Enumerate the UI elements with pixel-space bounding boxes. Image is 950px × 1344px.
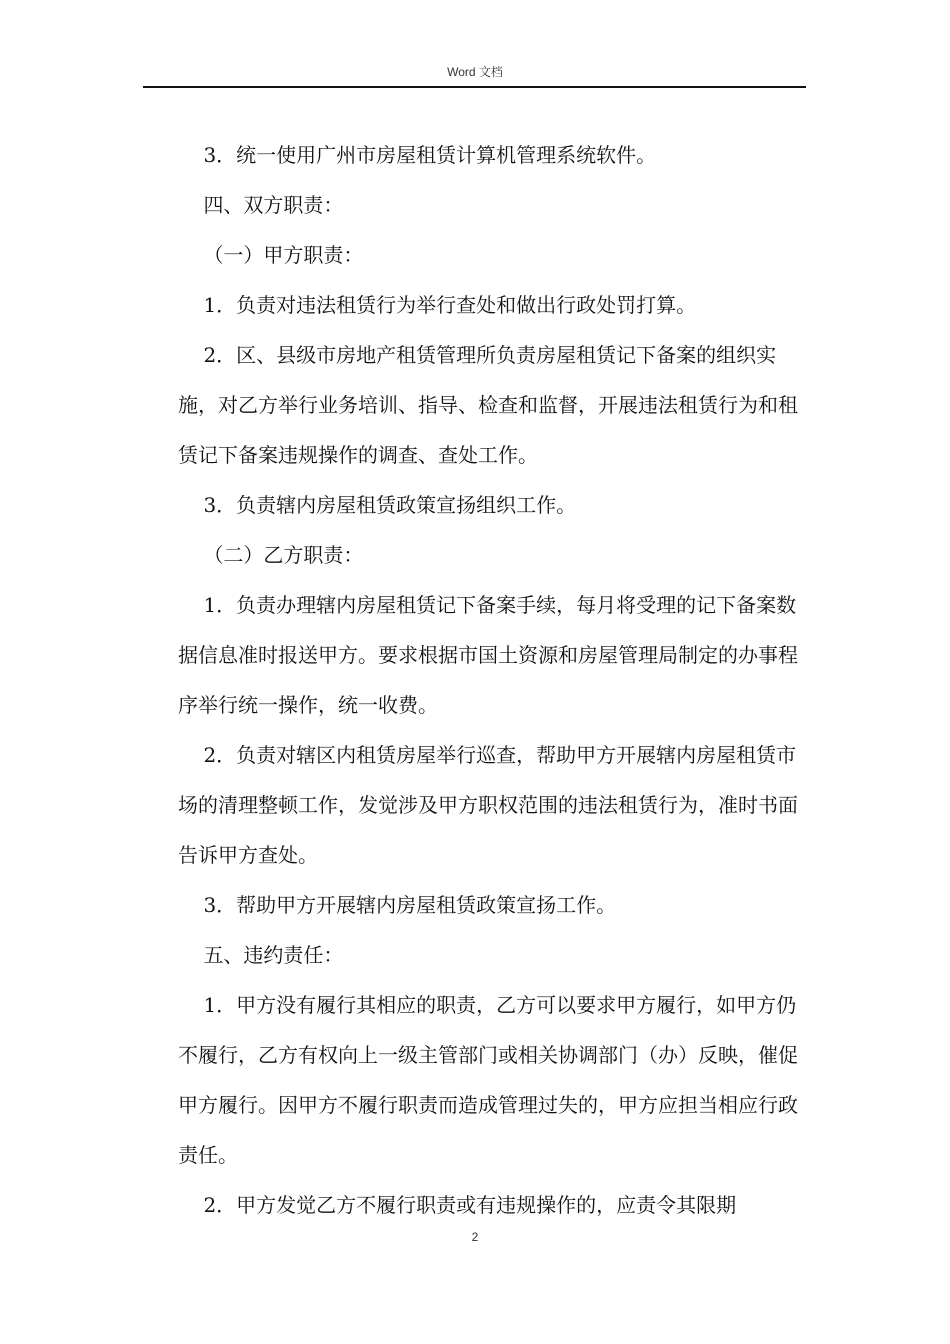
paragraph: 3．帮助甲方开展辖内房屋租赁政策宣扬工作。 [178, 893, 617, 917]
paragraph: 1．负责办理辖内房屋租赁记下备案手续，每月将受理的记下备案数据信息准时报送甲方。要求根据市国土资源和房屋管理局制定的办事程序举行统一操作，统一收费。 [178, 593, 798, 717]
section-heading: 五、违约责任： [178, 943, 344, 967]
section-heading: 四、双方职责： [178, 193, 344, 217]
subsection-heading: （一）甲方职责： [178, 243, 364, 267]
page-header: Word 文档 [447, 65, 503, 79]
paragraph: 2．区、县级市房地产租赁管理所负责房屋租赁记下备案的组织实施，对乙方举行业务培训、指导、检查和监督，开展违法租赁行为和租赁记下备案违规操作的调查、查处工作。 [178, 343, 798, 467]
document-body [178, 130, 806, 1230]
paragraph: 2．负责对辖区内租赁房屋举行巡查，帮助甲方开展辖内房屋租赁市场的清理整顿工作，发觉涉及甲方职权范围的违法租赁行为，准时书面告诉甲方查处。 [178, 743, 798, 867]
paragraph: 1．甲方没有履行其相应的职责，乙方可以要求甲方履行，如甲方仍不履行，乙方有权向上一级主管部门或相关协调部门（办）反映，催促甲方履行。因甲方不履行职责而造成管理过失的，甲方应担当相应行政责任。 [178, 993, 798, 1167]
paragraph: 3．统一使用广州市房屋租赁计算机管理系统软件。 [178, 143, 657, 167]
subsection-heading: （二）乙方职责： [178, 543, 364, 567]
paragraph: 2．甲方发觉乙方不履行职责或有违规操作的，应责令其限期 [178, 1193, 737, 1217]
paragraph: 1．负责对违法租赁行为举行查处和做出行政处罚打算。 [178, 293, 697, 317]
page-number: 2 [471, 1230, 479, 1244]
header-divider [143, 86, 806, 88]
paragraph: 3．负责辖内房屋租赁政策宣扬组织工作。 [178, 493, 577, 517]
